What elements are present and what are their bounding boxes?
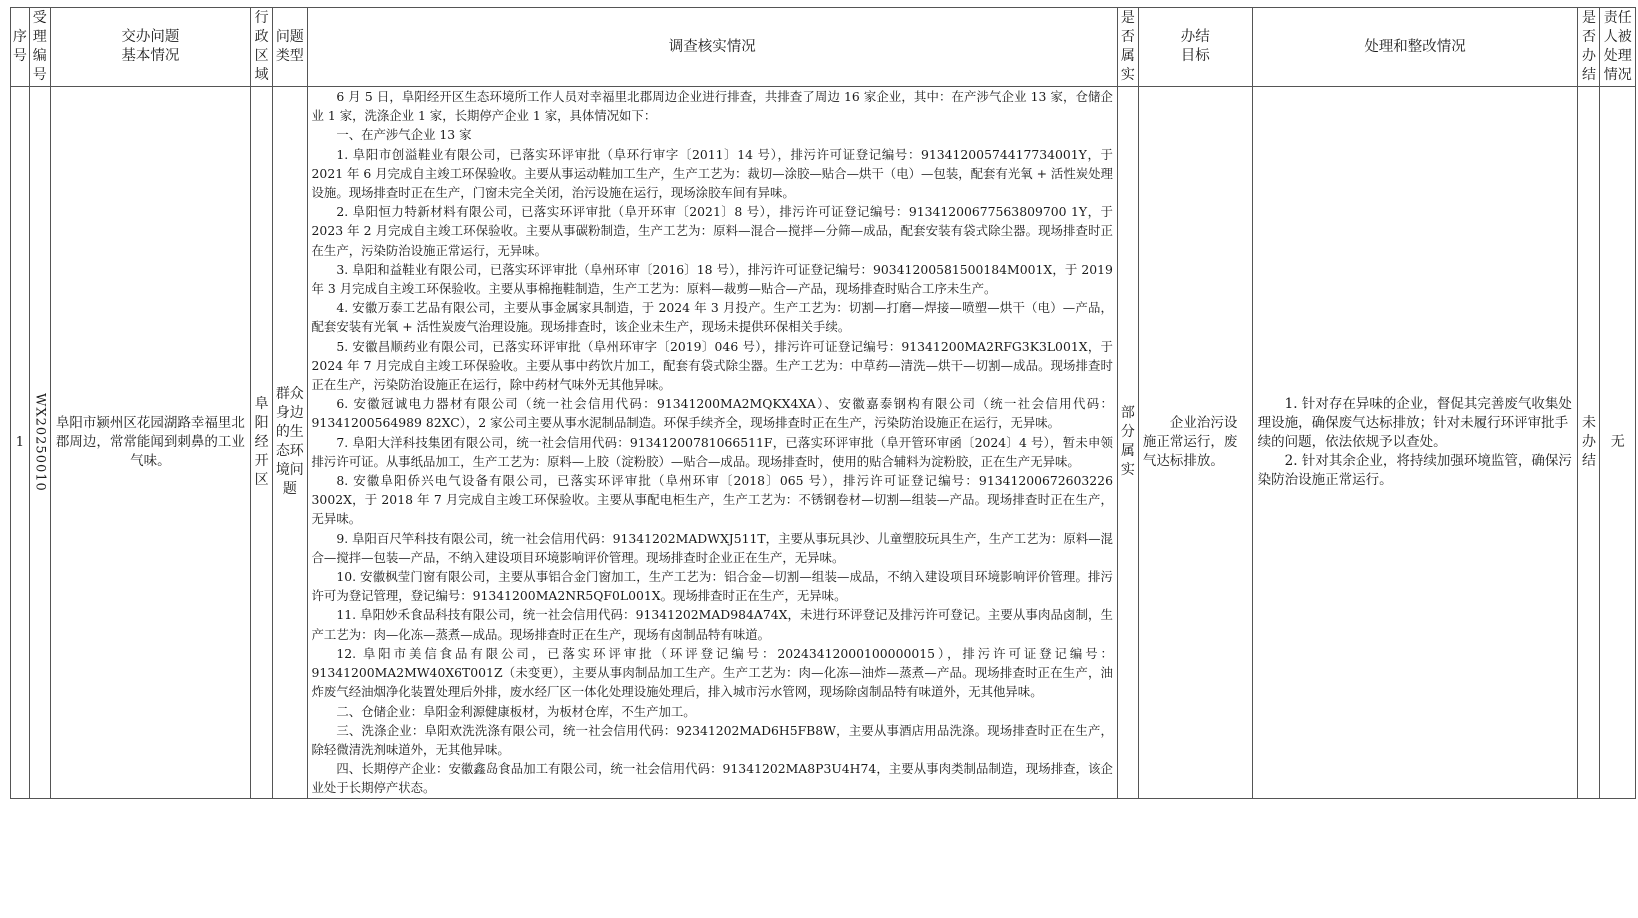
survey-paragraph: 三、洗涤企业：阜阳欢洗洗涤有限公司，统一社会信用代码：92341202MAD6H5FB8W，主要从事酒店用品洗涤。现场排查时正在生产，除轻微清洗剂味道外，无其他异味。 bbox=[311, 722, 1113, 757]
survey-paragraph: 6 月 5 日，阜阳经开区生态环境所工作人员对幸福里北郡周边企业进行排查，共排查了周边 16 家企业，其中：在产涉气企业 13 家，仓储企业 1 家，洗涤企业 1 家，长期停产企业 1 家，具体情况如下： bbox=[311, 89, 1113, 124]
header-basic bbox=[50, 8, 251, 87]
header-is-true: 是否属实 bbox=[1117, 8, 1138, 87]
header-goal-line1: 办结 bbox=[1180, 29, 1210, 45]
header-survey: 调查核实情况 bbox=[307, 8, 1117, 87]
header-goal bbox=[1138, 8, 1252, 87]
survey-paragraph: 11. 阜阳妙禾食品科技有限公司，统一社会信用代码：91341202MAD984A74X，未进行环评登记及排污许可登记。主要从事肉品卤制，生产工艺为：肉—化冻—蒸煮—成品。现场排查时正在生产，现场有卤制品特有味道。 bbox=[311, 607, 1113, 642]
survey-paragraph: 12. 阜阳市美信食品有限公司，已落实环评审批（环评登记编号：20243412000100000015），排污许可证登记编号：91341200MA2MW40X6T001Z（未变更），主要从事肉制品加工生产。生产工艺为：肉—化冻—油炸—蒸煮—产品。现场排查时正在生产，油炸废气经油烟净化装置处理后外排，废水经厂区一体化处理设施处理后，排入城市污水管网，现场除卤制品特有味道外，无其他异味。 bbox=[311, 645, 1113, 700]
survey-paragraph: 一、在产涉气企业 13 家 bbox=[336, 127, 472, 143]
survey-paragraph: 8. 安徽阜阳侨兴电气设备有限公司，已落实环评审批（阜州环审〔2018〕065 号），排污许可证登记编号：91341200672603226 3002X，于 2018 年 7 月完成自主竣工环保验收。主要从事配电柜生产，生产工艺为：不锈钢卷材—切割—组装—产品。现场排查时正在生产，无异味。 bbox=[311, 473, 1113, 527]
cell-district: 阜阳经开区 bbox=[251, 87, 273, 799]
handling-paragraph: 2. 针对其余企业，将持续加强环境监管，确保污染防治设施正常运行。 bbox=[1257, 452, 1572, 488]
survey-paragraph: 6. 安徽冠诚电力器材有限公司（统一社会信用代码：91341200MA2MQKX4XA）、安徽嘉泰钢构有限公司（统一社会信用代码：91341200564989 82XC），2 家公司主要从事水泥制品制造。环保手续齐全，现场排查时正在生产，污染防治设施正在运行，无异味。 bbox=[311, 396, 1113, 431]
survey-paragraph: 5. 安徽昌顺药业有限公司，已落实环评审批（阜州环审字〔2019〕046 号），排污许可证登记编号：91341200MA2RFG3K3L001X，于 2024 年 7 月完成自主竣工环保验收。主要从事中药饮片加工，配套有袋式除尘器。生产工艺为：中草药—清洗—烘干—切割—成品。现场排查时正在生产，污染防治设施正在运行，除中药材气味外无其他异味。 bbox=[311, 338, 1113, 393]
header-district: 行政区域 bbox=[251, 8, 273, 87]
cell-type: 群众身边的生态环境问题 bbox=[273, 87, 307, 799]
cell-is-true: 部分属实 bbox=[1117, 87, 1138, 799]
survey-paragraph: 10. 安徽枫莹门窗有限公司，主要从事铝合金门窗加工，生产工艺为：铝合金—切割—组装—成品，不纳入建设项目环境影响评价管理。排污许可为登记管理，登记编号：91341200MA2NR5QF0L001X。现场排查时正在生产，无异味。 bbox=[311, 569, 1113, 604]
cell-handling bbox=[1252, 87, 1578, 799]
accept-no-value: WX20250010 bbox=[32, 392, 48, 492]
survey-paragraph: 7. 阜阳大洋科技集团有限公司，统一社会信用代码：91341200781066511F，已落实环评审批（阜开管环审函〔2024〕4 号），暂未申领排污许可证。从事纸品加工，生产工艺为：原料—上胶（淀粉胶）—贴合—成品。现场排查时，使用的贴合辅料为淀粉胶，正在生产无异味。 bbox=[311, 434, 1113, 469]
header-goal-line2: 目标 bbox=[1180, 48, 1210, 64]
header-is-closed: 是否办结 bbox=[1578, 8, 1600, 87]
survey-paragraph: 3. 阜阳和益鞋业有限公司，已落实环评审批（阜州环审〔2016〕18 号），排污许可证登记编号：90341200581500184M001X，于 2019 年 3 月完成自主竣工环保验收。主要从事棉拖鞋制造，生产工艺为：原料—裁剪—贴合—产品，现场排查时贴合工序未生产。 bbox=[311, 261, 1113, 297]
cell-accountability: 无 bbox=[1600, 87, 1636, 799]
cell-seq bbox=[11, 87, 30, 799]
case-table bbox=[10, 7, 1636, 799]
header-accountability: 责任人被处理情况 bbox=[1600, 8, 1636, 87]
header-basic-line1: 交办问题 bbox=[121, 29, 180, 45]
seq-value: 1 bbox=[15, 435, 25, 451]
cell-accept-no bbox=[29, 87, 50, 799]
survey-paragraph: 2. 阜阳恒力特新材料有限公司，已落实环评审批（阜开环审〔2021〕8 号），排污许可证登记编号：91341200677563809700 1Y，于 2023 年 2 月完成自主竣工环保验收。主要从事碳粉制造，生产工艺为：原料—混合—搅拌—分筛—成品，配套安装有袋式除尘器。现场排查时正在生产，污染防治设施正常运行，无异味。 bbox=[311, 204, 1113, 258]
header-type: 问题类型 bbox=[273, 8, 307, 87]
header-handling: 处理和整改情况 bbox=[1252, 8, 1578, 87]
cell-survey bbox=[307, 87, 1117, 799]
header-row bbox=[11, 8, 1636, 87]
cell-is-closed: 未办结 bbox=[1578, 87, 1600, 799]
survey-paragraph: 4. 安徽万泰工艺品有限公司，主要从事金属家具制造，于 2024 年 3 月投产。生产工艺为：切割—打磨—焊接—喷塑—烘干（电）—产品，配套安装有光氧 + 活性炭废气治理设施。现场排查时，该企业未生产，现场未提供环保相关手续。 bbox=[311, 300, 1113, 335]
handling-paragraph: 1. 针对存在异味的企业，督促其完善废气收集处理设施，确保废气达标排放；针对未履行环评审批手续的问题，依法依规予以查处。 bbox=[1257, 395, 1572, 450]
survey-paragraph: 四、长期停产企业：安徽鑫岛食品加工有限公司，统一社会信用代码：91341202MA8P3U4H74，主要从事肉类制品制造，现场排查，该企业处于长期停产状态。 bbox=[311, 761, 1113, 796]
survey-paragraph: 9. 阜阳百尺竿科技有限公司，统一社会信用代码：91341202MADWXJ511T，主要从事玩具沙、儿童塑胶玩具生产，生产工艺为：原料—混合—搅拌—包装—产品，不纳入建设项目环境影响评价管理。现场排查时企业正在生产，无异味。 bbox=[311, 530, 1113, 565]
table-row bbox=[11, 87, 1636, 799]
survey-paragraph: 二、仓储企业：阜阳金利源健康板材，为板材仓库，不生产加工。 bbox=[336, 703, 696, 719]
cell-goal: 企业治污设施正常运行，废气达标排放。 bbox=[1138, 87, 1252, 799]
header-seq: 序号 bbox=[11, 8, 30, 87]
cell-basic: 阜阳市颍州区花园湖路幸福里北郡周边，常常能闻到刺鼻的工业气味。 bbox=[50, 87, 251, 799]
header-basic-line2: 基本情况 bbox=[121, 48, 180, 64]
header-accept-no: 受理编号 bbox=[29, 8, 50, 87]
survey-paragraph: 1. 阜阳市创溢鞋业有限公司，已落实环评审批（阜环行审字〔2011〕14 号），排污许可证登记编号：91341200574417734001Y，于 2021 年 6 月完成自主竣工环保验收。主要从事运动鞋加工生产，生产工艺为：裁切—涂胶—贴合—烘干（电）—包装，配套有光氧 + 活性炭处理设施。现场排查时正在生产，门窗未完全关闭，治污设施在运行，现场涂胶车间有异味。 bbox=[311, 146, 1113, 201]
